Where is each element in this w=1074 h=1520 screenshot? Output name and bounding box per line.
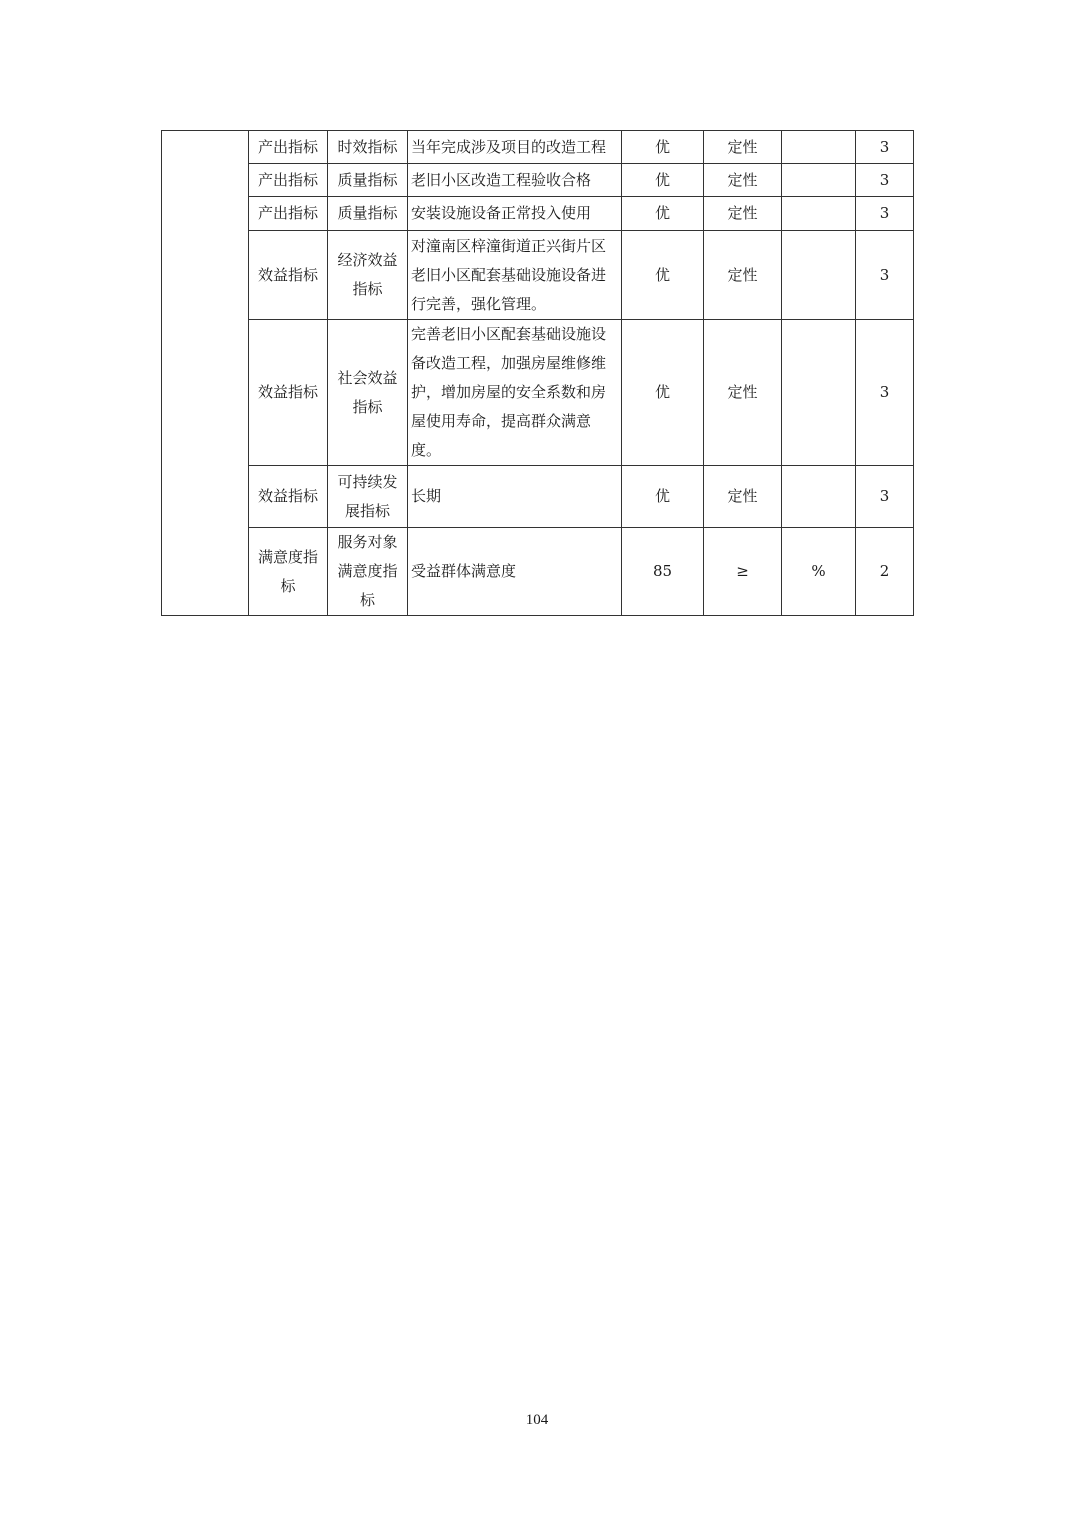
level2-indicator-cell: 质量指标 bbox=[328, 197, 408, 231]
weight-cell: 3 bbox=[856, 466, 914, 528]
level2-indicator-cell: 质量指标 bbox=[328, 164, 408, 197]
level2-indicator-cell: 经济效益指标 bbox=[328, 231, 408, 320]
level2-indicator-cell: 可持续发展指标 bbox=[328, 466, 408, 528]
indicator-content-cell: 对潼南区梓潼街道正兴街片区老旧小区配套基础设施设备进行完善，强化管理。 bbox=[408, 231, 622, 320]
operator-cell: 定性 bbox=[704, 197, 782, 231]
level1-indicator-cell: 满意度指标 bbox=[249, 528, 328, 616]
operator-cell: 定性 bbox=[704, 466, 782, 528]
operator-cell: 定性 bbox=[704, 164, 782, 197]
weight-cell: 3 bbox=[856, 231, 914, 320]
table-row bbox=[162, 466, 914, 528]
table-row bbox=[162, 528, 914, 616]
indicator-content-cell: 受益群体满意度 bbox=[408, 528, 622, 616]
level1-indicator-cell: 效益指标 bbox=[249, 231, 328, 320]
target-value-cell: 优 bbox=[622, 164, 704, 197]
weight-cell: 2 bbox=[856, 528, 914, 616]
target-value-cell: 优 bbox=[622, 197, 704, 231]
operator-cell: ≥ bbox=[704, 528, 782, 616]
indicator-content-cell: 安装设施设备正常投入使用 bbox=[408, 197, 622, 231]
unit-cell bbox=[782, 131, 856, 164]
level2-indicator-cell: 社会效益指标 bbox=[328, 320, 408, 466]
target-value-cell: 优 bbox=[622, 231, 704, 320]
target-value-cell: 85 bbox=[622, 528, 704, 616]
weight-cell: 3 bbox=[856, 197, 914, 231]
unit-cell bbox=[782, 320, 856, 466]
indicator-content-cell: 当年完成涉及项目的改造工程 bbox=[408, 131, 622, 164]
table-row bbox=[162, 320, 914, 466]
weight-cell: 3 bbox=[856, 131, 914, 164]
page-number: 104 bbox=[525, 1412, 549, 1428]
table-row bbox=[162, 164, 914, 197]
table-row bbox=[162, 131, 914, 164]
target-value-cell: 优 bbox=[622, 320, 704, 466]
weight-cell: 3 bbox=[856, 164, 914, 197]
unit-cell bbox=[782, 466, 856, 528]
level2-indicator-cell: 时效指标 bbox=[328, 131, 408, 164]
unit-cell bbox=[782, 231, 856, 320]
target-value-cell: 优 bbox=[622, 466, 704, 528]
operator-cell: 定性 bbox=[704, 231, 782, 320]
level2-indicator-cell: 服务对象满意度指标 bbox=[328, 528, 408, 616]
unit-cell bbox=[782, 197, 856, 231]
level1-indicator-cell: 产出指标 bbox=[249, 131, 328, 164]
indicator-content-cell: 老旧小区改造工程验收合格 bbox=[408, 164, 622, 197]
target-value-cell: 优 bbox=[622, 131, 704, 164]
level1-indicator-cell: 效益指标 bbox=[249, 320, 328, 466]
operator-cell: 定性 bbox=[704, 320, 782, 466]
level1-indicator-cell: 产出指标 bbox=[249, 164, 328, 197]
merged-first-column-cell bbox=[162, 131, 249, 616]
indicator-content-cell: 长期 bbox=[408, 466, 622, 528]
table-row bbox=[162, 231, 914, 320]
level1-indicator-cell: 效益指标 bbox=[249, 466, 328, 528]
unit-cell bbox=[782, 164, 856, 197]
unit-cell: % bbox=[782, 528, 856, 616]
operator-cell: 定性 bbox=[704, 131, 782, 164]
weight-cell: 3 bbox=[856, 320, 914, 466]
table-row bbox=[162, 197, 914, 231]
performance-indicator-table bbox=[161, 130, 914, 616]
indicator-content-cell: 完善老旧小区配套基础设施设备改造工程，加强房屋维修维护，增加房屋的安全系数和房屋使用寿命，提高群众满意度。 bbox=[408, 320, 622, 466]
level1-indicator-cell: 产出指标 bbox=[249, 197, 328, 231]
